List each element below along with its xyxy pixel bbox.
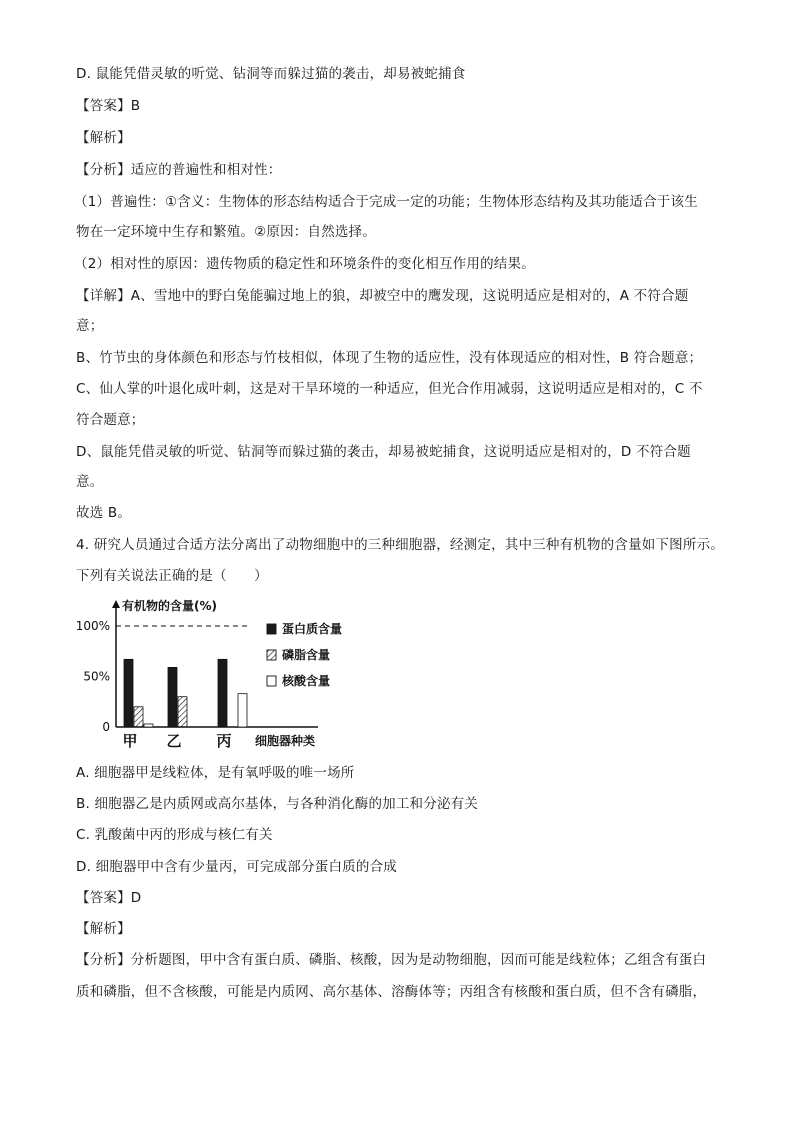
bar-核酸含量 (144, 724, 153, 727)
legend-label: 磷脂含量 (282, 648, 331, 662)
text-line: C. 乳酸菌中丙的形成与核仁有关 (76, 827, 273, 843)
x-category-label: 甲 (122, 732, 138, 750)
text-line: 物在一定环境中生存和繁殖。②原因：自然选择。 (76, 224, 377, 240)
text-line: 【分析】适应的普遍性和相对性： (76, 162, 282, 178)
text-line: 质和磷脂，但不含核酸，可能是内质网、高尔基体、溶酶体等；丙组含有核酸和蛋白质，但不含有磷脂， (76, 984, 707, 1000)
text-line: 意； (76, 318, 104, 334)
text-line: D. 细胞器甲中含有少量丙，可完成部分蛋白质的合成 (76, 859, 397, 875)
organic-content-bar-chart (68, 596, 368, 756)
y-tick-label: 0 (102, 720, 110, 734)
bar-蛋白质含量 (168, 667, 177, 727)
text-line: 【详解】A、雪地中的野白兔能骗过地上的狼，却被空中的鹰发现，这说明适应是相对的，A 不符合题 (76, 288, 689, 304)
y-axis-title: 有机物的含量(%) (122, 599, 217, 613)
x-category-label: 乙 (166, 732, 182, 750)
text-line: 故选 B。 (76, 505, 132, 521)
bar-蛋白质含量 (218, 659, 227, 727)
bar-磷脂含量 (134, 707, 143, 727)
text-line: D. 鼠能凭借灵敏的听觉、钻洞等而躲过猫的袭击，却易被蛇捕食 (76, 66, 466, 82)
text-line: D、鼠能凭借灵敏的听觉、钻洞等而躲过猫的袭击，却易被蛇捕食，这说明适应是相对的，D 不符合题 (76, 444, 691, 460)
legend-swatch (267, 650, 276, 660)
bar-蛋白质含量 (124, 659, 133, 727)
text-line: 【解析】 (76, 130, 131, 146)
y-tick-label: 50% (83, 669, 110, 684)
text-line: 符合题意； (76, 412, 145, 428)
legend-swatch (267, 624, 276, 634)
y-axis-arrow (112, 600, 120, 608)
text-line: 意。 (76, 474, 104, 490)
bar-核酸含量 (238, 694, 247, 727)
text-line: 下列有关说法正确的是（ ） (76, 568, 268, 584)
x-category-label: 丙 (216, 732, 232, 750)
legend-label: 蛋白质含量 (282, 622, 343, 636)
text-line: B、竹节虫的身体颜色和形态与竹枝相似，体现了生物的适应性，没有体现适应的相对性，B 符合题意； (76, 350, 703, 366)
text-line: 4. 研究人员通过合适方法分离出了动物细胞中的三种细胞器，经测定，其中三种有机物的含量如下图所示。 (76, 537, 724, 553)
legend-swatch (267, 676, 276, 686)
text-line: 【答案】B (76, 98, 141, 114)
text-line: B. 细胞器乙是内质网或高尔基体，与各种消化酶的加工和分泌有关 (76, 796, 479, 812)
text-line: 【解析】 (76, 921, 131, 937)
bar-磷脂含量 (178, 697, 187, 727)
legend-label: 核酸含量 (282, 674, 331, 688)
text-line: A. 细胞器甲是线粒体，是有氧呼吸的唯一场所 (76, 765, 355, 781)
text-line: （2）相对性的原因：遗传物质的稳定性和环境条件的变化相互作用的结果。 (74, 256, 535, 272)
x-axis-title: 细胞器种类 (255, 734, 316, 748)
y-tick-label: 100% (75, 619, 110, 633)
text-line: 【分析】分析题图，甲中含有蛋白质、磷脂、核酸，因为是动物细胞，因而可能是线粒体；乙组含有蛋白 (76, 952, 707, 968)
text-line: 【答案】D (76, 890, 142, 906)
text-line: C、仙人掌的叶退化成叶刺，这是对干旱环境的一种适应，但光合作用减弱，这说明适应是相对的，C 不 (76, 381, 703, 397)
text-line: （1）普遍性：①含义：生物体的形态结构适合于完成一定的功能；生物体形态结构及其功能适合于该生 (74, 194, 698, 210)
